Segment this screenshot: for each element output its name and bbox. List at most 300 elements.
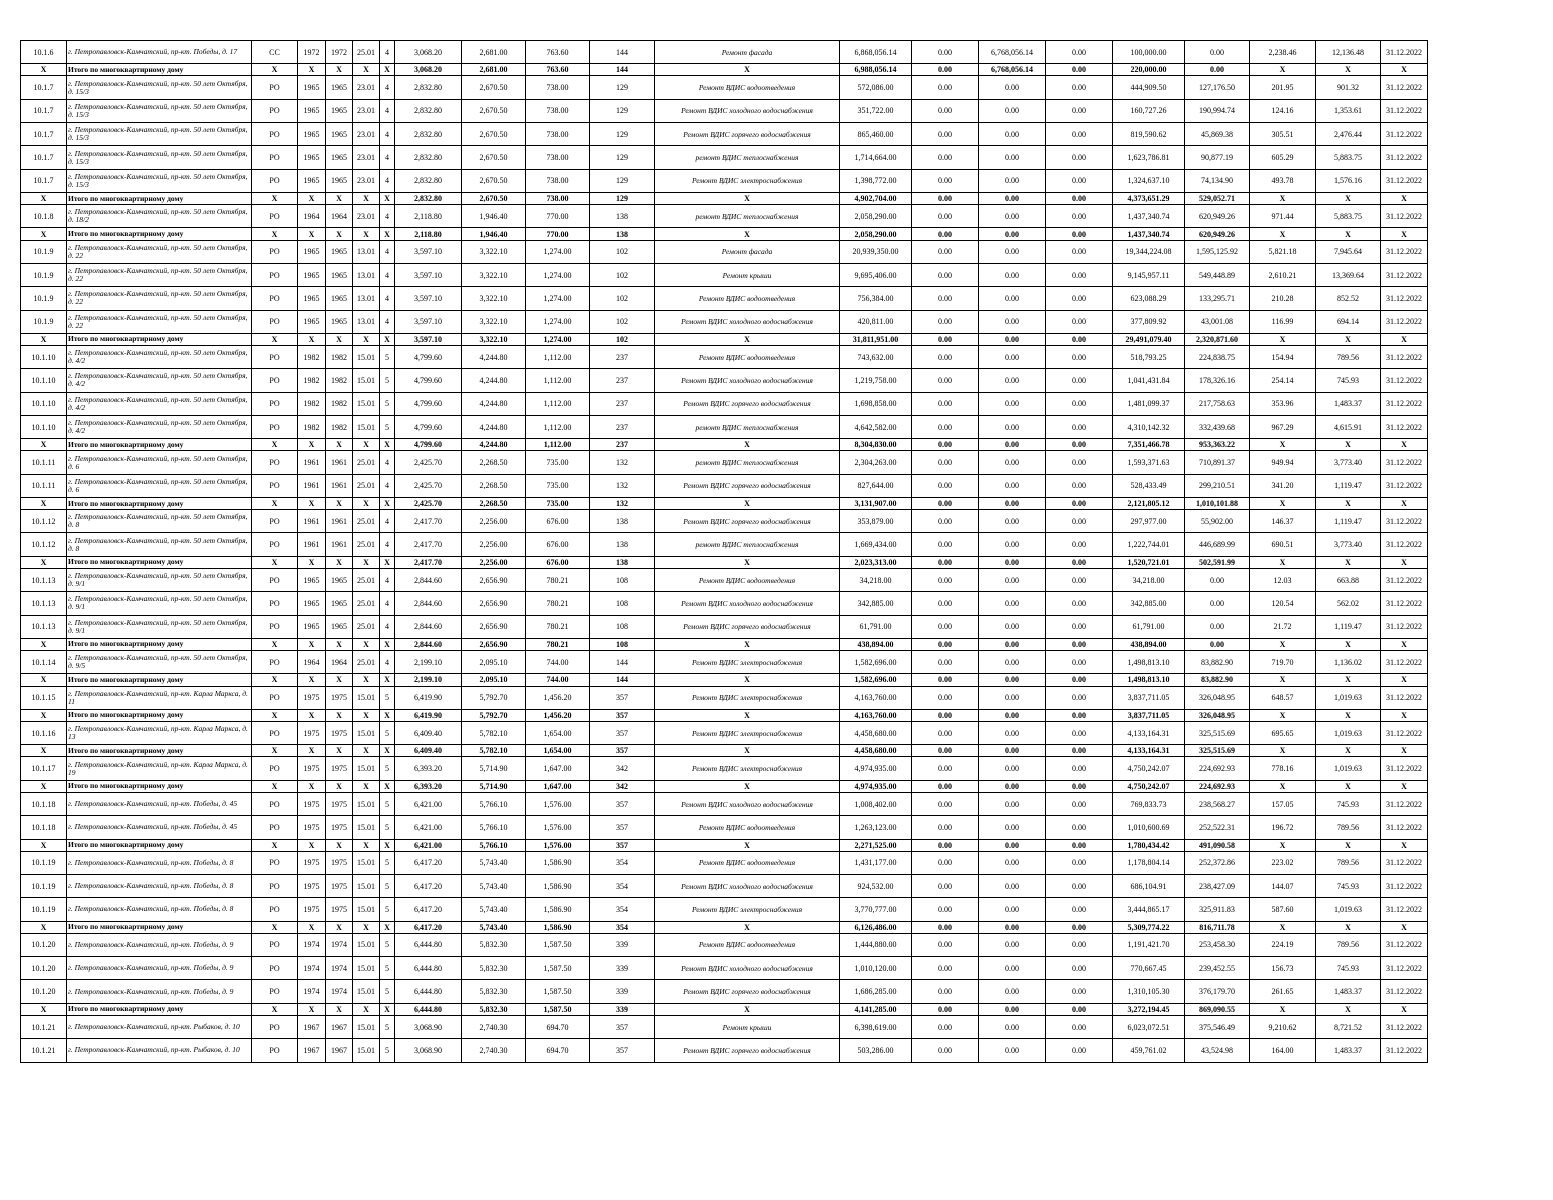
- deadline-cell: 31.12.2022: [1381, 240, 1428, 263]
- wall-material-cell: X: [353, 839, 380, 851]
- work-type-cell: Ремонт ВДИС холодного водоснабжения: [655, 310, 840, 333]
- max-cost-per-sqm-cell: 852.52: [1316, 287, 1381, 310]
- item-number-cell: X: [21, 780, 67, 792]
- deadline-cell: X: [1381, 780, 1428, 792]
- federal-funds-cell: 0.00: [912, 745, 979, 757]
- address-cell: г. Петропавловск-Камчатский, пр-кт. 50 лет Октября, д. 8: [67, 510, 252, 533]
- item-number-cell: X: [21, 745, 67, 757]
- address-cell: г. Петропавловск-Камчатский, пр-кт. Карла Маркса, д. 13: [67, 722, 252, 745]
- other-funds-cell: 0.00: [1185, 638, 1250, 650]
- wall-material-cell: 23.01: [353, 146, 380, 169]
- ownership-type-cell: X: [252, 780, 298, 792]
- total-cost-cell: 342,885.00: [840, 592, 912, 615]
- table-row: [21, 205, 1428, 228]
- living-area-cell: 2,681.00: [462, 41, 526, 64]
- total-cost-cell: 827,644.00: [840, 474, 912, 497]
- nonresidential-area-cell: 1,576.00: [526, 839, 590, 851]
- residents-cell: 237: [590, 415, 655, 438]
- total-row: [21, 228, 1428, 240]
- year-commissioned-cell: X: [326, 497, 353, 509]
- cost-per-sqm-cell: 210.28: [1250, 287, 1316, 310]
- max-cost-per-sqm-cell: 789.56: [1316, 851, 1381, 874]
- owner-funds-cell: 3,837,711.05: [1113, 709, 1185, 721]
- cost-per-sqm-cell: X: [1250, 674, 1316, 686]
- other-funds-cell: 0.00: [1185, 41, 1250, 64]
- deadline-cell: X: [1381, 192, 1428, 204]
- item-number-cell: 10.1.19: [21, 851, 67, 874]
- ownership-type-cell: РО: [252, 933, 298, 956]
- address-cell: Итого по многоквартирному дому: [67, 674, 252, 686]
- total-row: [21, 745, 1428, 757]
- municipal-funds-cell: 0.00: [1046, 439, 1113, 451]
- owner-funds-cell: 1,310,105.30: [1113, 980, 1185, 1003]
- total-row: [21, 921, 1428, 933]
- item-number-cell: X: [21, 1003, 67, 1015]
- floors-cell: 4: [380, 205, 395, 228]
- regional-funds-cell: 0.00: [979, 957, 1046, 980]
- federal-funds-cell: 0.00: [912, 392, 979, 415]
- living-area-cell: 5,766.10: [462, 839, 526, 851]
- item-number-cell: 10.1.9: [21, 287, 67, 310]
- regional-funds-cell: 0.00: [979, 76, 1046, 99]
- owner-funds-cell: 459,761.02: [1113, 1039, 1185, 1062]
- address-cell: г. Петропавловск-Камчатский, пр-кт. Победы, д. 45: [67, 816, 252, 839]
- deadline-cell: X: [1381, 333, 1428, 345]
- floors-cell: 4: [380, 287, 395, 310]
- municipal-funds-cell: 0.00: [1046, 346, 1113, 369]
- work-type-cell: X: [655, 439, 840, 451]
- year-built-cell: X: [298, 333, 326, 345]
- wall-material-cell: 23.01: [353, 205, 380, 228]
- federal-funds-cell: 0.00: [912, 980, 979, 1003]
- residents-cell: 108: [590, 568, 655, 591]
- other-funds-cell: 0.00: [1185, 568, 1250, 591]
- year-built-cell: X: [298, 64, 326, 76]
- other-funds-cell: 502,591.99: [1185, 556, 1250, 568]
- table-row: [21, 287, 1428, 310]
- work-type-cell: Ремонт ВДИС горячего водоснабжения: [655, 474, 840, 497]
- other-funds-cell: 0.00: [1185, 615, 1250, 638]
- item-number-cell: 10.1.11: [21, 474, 67, 497]
- item-number-cell: X: [21, 64, 67, 76]
- other-funds-cell: 55,902.00: [1185, 510, 1250, 533]
- ownership-type-cell: РО: [252, 651, 298, 674]
- address-cell: г. Петропавловск-Камчатский, пр-кт. 50 лет Октября, д. 4/2: [67, 369, 252, 392]
- other-funds-cell: 710,891.37: [1185, 451, 1250, 474]
- other-funds-cell: 953,363.22: [1185, 439, 1250, 451]
- total-cost-cell: 353,879.00: [840, 510, 912, 533]
- table-row: [21, 169, 1428, 192]
- total-area-cell: 6,409.40: [395, 745, 462, 757]
- total-cost-cell: 1,714,664.00: [840, 146, 912, 169]
- floors-cell: X: [380, 921, 395, 933]
- wall-material-cell: X: [353, 1003, 380, 1015]
- regional-funds-cell: 0.00: [979, 474, 1046, 497]
- residents-cell: 102: [590, 310, 655, 333]
- item-number-cell: X: [21, 839, 67, 851]
- wall-material-cell: 25.01: [353, 451, 380, 474]
- deadline-cell: 31.12.2022: [1381, 757, 1428, 780]
- year-commissioned-cell: 1964: [326, 205, 353, 228]
- living-area-cell: 5,832.30: [462, 1003, 526, 1015]
- year-built-cell: 1975: [298, 851, 326, 874]
- max-cost-per-sqm-cell: 1,119.47: [1316, 474, 1381, 497]
- municipal-funds-cell: 0.00: [1046, 392, 1113, 415]
- floors-cell: 5: [380, 392, 395, 415]
- nonresidential-area-cell: 1,576.00: [526, 792, 590, 815]
- owner-funds-cell: 438,894.00: [1113, 638, 1185, 650]
- total-area-cell: 6,417.20: [395, 898, 462, 921]
- address-cell: Итого по многоквартирному дому: [67, 839, 252, 851]
- total-area-cell: 2,417.70: [395, 510, 462, 533]
- max-cost-per-sqm-cell: X: [1316, 497, 1381, 509]
- owner-funds-cell: 4,133,164.31: [1113, 722, 1185, 745]
- cost-per-sqm-cell: 971.44: [1250, 205, 1316, 228]
- address-cell: г. Петропавловск-Камчатский, пр-кт. 50 лет Октября, д. 15/3: [67, 169, 252, 192]
- residents-cell: 144: [590, 651, 655, 674]
- work-type-cell: Ремонт крыши: [655, 1015, 840, 1038]
- address-cell: г. Петропавловск-Камчатский, пр-кт. 50 лет Октября, д. 9/1: [67, 568, 252, 591]
- total-cost-cell: 1,444,880.00: [840, 933, 912, 956]
- max-cost-per-sqm-cell: 5,883.75: [1316, 146, 1381, 169]
- owner-funds-cell: 3,444,865.17: [1113, 898, 1185, 921]
- floors-cell: X: [380, 439, 395, 451]
- nonresidential-area-cell: 1,274.00: [526, 310, 590, 333]
- nonresidential-area-cell: 1,586.90: [526, 898, 590, 921]
- federal-funds-cell: 0.00: [912, 263, 979, 286]
- municipal-funds-cell: 0.00: [1046, 205, 1113, 228]
- federal-funds-cell: 0.00: [912, 722, 979, 745]
- deadline-cell: X: [1381, 839, 1428, 851]
- table-row: [21, 474, 1428, 497]
- max-cost-per-sqm-cell: X: [1316, 709, 1381, 721]
- wall-material-cell: 25.01: [353, 474, 380, 497]
- total-cost-cell: 1,582,696.00: [840, 674, 912, 686]
- total-cost-cell: 4,458,680.00: [840, 722, 912, 745]
- wall-material-cell: 25.01: [353, 41, 380, 64]
- regional-funds-cell: 0.00: [979, 240, 1046, 263]
- living-area-cell: 5,792.70: [462, 686, 526, 709]
- item-number-cell: 10.1.13: [21, 568, 67, 591]
- owner-funds-cell: 2,121,805.12: [1113, 497, 1185, 509]
- year-commissioned-cell: 1975: [326, 757, 353, 780]
- year-built-cell: 1965: [298, 240, 326, 263]
- owner-funds-cell: 623,088.29: [1113, 287, 1185, 310]
- deadline-cell: 31.12.2022: [1381, 415, 1428, 438]
- cost-per-sqm-cell: 695.65: [1250, 722, 1316, 745]
- living-area-cell: 2,670.50: [462, 146, 526, 169]
- address-cell: Итого по многоквартирному дому: [67, 709, 252, 721]
- table-row: [21, 369, 1428, 392]
- work-type-cell: ремонт ВДИС теплоснабжения: [655, 451, 840, 474]
- floors-cell: X: [380, 333, 395, 345]
- max-cost-per-sqm-cell: 745.93: [1316, 792, 1381, 815]
- municipal-funds-cell: 0.00: [1046, 851, 1113, 874]
- municipal-funds-cell: 0.00: [1046, 169, 1113, 192]
- owner-funds-cell: 1,437,340.74: [1113, 205, 1185, 228]
- year-built-cell: X: [298, 1003, 326, 1015]
- ownership-type-cell: X: [252, 64, 298, 76]
- regional-funds-cell: 0.00: [979, 568, 1046, 591]
- max-cost-per-sqm-cell: 2,476.44: [1316, 123, 1381, 146]
- other-funds-cell: 325,515.69: [1185, 745, 1250, 757]
- year-commissioned-cell: 1961: [326, 510, 353, 533]
- work-type-cell: Ремонт ВДИС горячего водоснабжения: [655, 123, 840, 146]
- address-cell: г. Петропавловск-Камчатский, пр-кт. Победы, д. 8: [67, 898, 252, 921]
- cost-per-sqm-cell: X: [1250, 780, 1316, 792]
- ownership-type-cell: РО: [252, 369, 298, 392]
- wall-material-cell: X: [353, 709, 380, 721]
- deadline-cell: 31.12.2022: [1381, 99, 1428, 122]
- municipal-funds-cell: 0.00: [1046, 287, 1113, 310]
- cost-per-sqm-cell: 120.54: [1250, 592, 1316, 615]
- regional-funds-cell: 0.00: [979, 439, 1046, 451]
- deadline-cell: 31.12.2022: [1381, 205, 1428, 228]
- floors-cell: X: [380, 780, 395, 792]
- total-cost-cell: 4,642,582.00: [840, 415, 912, 438]
- residents-cell: 357: [590, 709, 655, 721]
- municipal-funds-cell: 0.00: [1046, 568, 1113, 591]
- living-area-cell: 5,743.40: [462, 898, 526, 921]
- federal-funds-cell: 0.00: [912, 780, 979, 792]
- total-area-cell: 4,799.60: [395, 369, 462, 392]
- federal-funds-cell: 0.00: [912, 674, 979, 686]
- floors-cell: 5: [380, 957, 395, 980]
- wall-material-cell: 15.01: [353, 957, 380, 980]
- living-area-cell: 2,670.50: [462, 123, 526, 146]
- cost-per-sqm-cell: 605.29: [1250, 146, 1316, 169]
- municipal-funds-cell: 0.00: [1046, 64, 1113, 76]
- table-row: [21, 41, 1428, 64]
- ownership-type-cell: X: [252, 556, 298, 568]
- owner-funds-cell: 819,590.62: [1113, 123, 1185, 146]
- year-commissioned-cell: 1975: [326, 898, 353, 921]
- nonresidential-area-cell: 1,587.50: [526, 980, 590, 1003]
- item-number-cell: 10.1.10: [21, 369, 67, 392]
- living-area-cell: 4,244.80: [462, 439, 526, 451]
- owner-funds-cell: 1,041,431.84: [1113, 369, 1185, 392]
- owner-funds-cell: 1,191,421.70: [1113, 933, 1185, 956]
- total-cost-cell: 6,126,486.00: [840, 921, 912, 933]
- total-cost-cell: 4,902,704.00: [840, 192, 912, 204]
- residents-cell: 138: [590, 228, 655, 240]
- year-built-cell: 1964: [298, 205, 326, 228]
- wall-material-cell: 23.01: [353, 169, 380, 192]
- cost-per-sqm-cell: 9,210.62: [1250, 1015, 1316, 1038]
- residents-cell: 132: [590, 474, 655, 497]
- federal-funds-cell: 0.00: [912, 474, 979, 497]
- other-funds-cell: 127,176.50: [1185, 76, 1250, 99]
- deadline-cell: 31.12.2022: [1381, 146, 1428, 169]
- total-cost-cell: 1,431,177.00: [840, 851, 912, 874]
- federal-funds-cell: 0.00: [912, 310, 979, 333]
- total-cost-cell: 8,304,830.00: [840, 439, 912, 451]
- item-number-cell: X: [21, 333, 67, 345]
- residents-cell: 102: [590, 287, 655, 310]
- federal-funds-cell: 0.00: [912, 898, 979, 921]
- other-funds-cell: 252,372.86: [1185, 851, 1250, 874]
- total-row: [21, 709, 1428, 721]
- ownership-type-cell: РО: [252, 568, 298, 591]
- regional-funds-cell: 0.00: [979, 592, 1046, 615]
- residents-cell: 354: [590, 875, 655, 898]
- municipal-funds-cell: 0.00: [1046, 686, 1113, 709]
- wall-material-cell: 13.01: [353, 310, 380, 333]
- table-row: [21, 99, 1428, 122]
- max-cost-per-sqm-cell: 1,019.63: [1316, 898, 1381, 921]
- total-cost-cell: 6,398,619.00: [840, 1015, 912, 1038]
- deadline-cell: 31.12.2022: [1381, 287, 1428, 310]
- year-commissioned-cell: 1965: [326, 169, 353, 192]
- deadline-cell: 31.12.2022: [1381, 933, 1428, 956]
- address-cell: г. Петропавловск-Камчатский, пр-кт. Победы, д. 45: [67, 792, 252, 815]
- item-number-cell: 10.1.21: [21, 1015, 67, 1038]
- municipal-funds-cell: 0.00: [1046, 533, 1113, 556]
- address-cell: Итого по многоквартирному дому: [67, 439, 252, 451]
- floors-cell: X: [380, 497, 395, 509]
- regional-funds-cell: 0.00: [979, 851, 1046, 874]
- year-built-cell: X: [298, 839, 326, 851]
- cost-per-sqm-cell: 967.29: [1250, 415, 1316, 438]
- address-cell: Итого по многоквартирному дому: [67, 497, 252, 509]
- work-type-cell: X: [655, 674, 840, 686]
- regional-funds-cell: 0.00: [979, 169, 1046, 192]
- deadline-cell: X: [1381, 674, 1428, 686]
- item-number-cell: X: [21, 192, 67, 204]
- nonresidential-area-cell: 1,274.00: [526, 263, 590, 286]
- deadline-cell: 31.12.2022: [1381, 451, 1428, 474]
- item-number-cell: 10.1.13: [21, 615, 67, 638]
- deadline-cell: 31.12.2022: [1381, 346, 1428, 369]
- year-commissioned-cell: 1961: [326, 533, 353, 556]
- total-cost-cell: 3,770,777.00: [840, 898, 912, 921]
- regional-funds-cell: 0.00: [979, 1015, 1046, 1038]
- max-cost-per-sqm-cell: 694.14: [1316, 310, 1381, 333]
- wall-material-cell: 23.01: [353, 76, 380, 99]
- cost-per-sqm-cell: 2,238.46: [1250, 41, 1316, 64]
- address-cell: г. Петропавловск-Камчатский, пр-кт. 50 лет Октября, д. 22: [67, 263, 252, 286]
- year-commissioned-cell: X: [326, 780, 353, 792]
- floors-cell: 4: [380, 263, 395, 286]
- table-row: [21, 686, 1428, 709]
- cost-per-sqm-cell: X: [1250, 745, 1316, 757]
- other-funds-cell: 43,524.98: [1185, 1039, 1250, 1062]
- ownership-type-cell: СС: [252, 41, 298, 64]
- deadline-cell: 31.12.2022: [1381, 263, 1428, 286]
- item-number-cell: 10.1.7: [21, 99, 67, 122]
- max-cost-per-sqm-cell: 1,119.47: [1316, 510, 1381, 533]
- address-cell: г. Петропавловск-Камчатский, пр-кт. Победы, д. 8: [67, 851, 252, 874]
- floors-cell: 5: [380, 415, 395, 438]
- living-area-cell: 2,681.00: [462, 64, 526, 76]
- living-area-cell: 5,743.40: [462, 875, 526, 898]
- address-cell: г. Петропавловск-Камчатский, пр-кт. Карла Маркса, д. 19: [67, 757, 252, 780]
- work-type-cell: Ремонт ВДИС электроснабжения: [655, 651, 840, 674]
- total-area-cell: 2,832.80: [395, 99, 462, 122]
- year-built-cell: X: [298, 745, 326, 757]
- federal-funds-cell: 0.00: [912, 1003, 979, 1015]
- other-funds-cell: 549,448.89: [1185, 263, 1250, 286]
- address-cell: Итого по многоквартирному дому: [67, 556, 252, 568]
- address-cell: Итого по многоквартирному дому: [67, 192, 252, 204]
- ownership-type-cell: РО: [252, 1015, 298, 1038]
- item-number-cell: 10.1.9: [21, 240, 67, 263]
- work-type-cell: Ремонт ВДИС водоотведения: [655, 287, 840, 310]
- living-area-cell: 5,714.90: [462, 780, 526, 792]
- residents-cell: 237: [590, 392, 655, 415]
- floors-cell: 5: [380, 722, 395, 745]
- ownership-type-cell: РО: [252, 898, 298, 921]
- owner-funds-cell: 3,272,194.45: [1113, 1003, 1185, 1015]
- work-type-cell: X: [655, 556, 840, 568]
- cost-per-sqm-cell: X: [1250, 839, 1316, 851]
- total-cost-cell: 2,271,525.00: [840, 839, 912, 851]
- cost-per-sqm-cell: X: [1250, 192, 1316, 204]
- regional-funds-cell: 0.00: [979, 263, 1046, 286]
- address-cell: г. Петропавловск-Камчатский, пр-кт. 50 лет Октября, д. 15/3: [67, 99, 252, 122]
- total-cost-cell: 4,163,760.00: [840, 709, 912, 721]
- ownership-type-cell: X: [252, 745, 298, 757]
- address-cell: г. Петропавловск-Камчатский, пр-кт. 50 лет Октября, д. 15/3: [67, 123, 252, 146]
- total-cost-cell: 1,669,434.00: [840, 533, 912, 556]
- total-area-cell: 2,832.80: [395, 76, 462, 99]
- max-cost-per-sqm-cell: 1,136.02: [1316, 651, 1381, 674]
- municipal-funds-cell: 0.00: [1046, 497, 1113, 509]
- wall-material-cell: 15.01: [353, 816, 380, 839]
- deadline-cell: X: [1381, 709, 1428, 721]
- wall-material-cell: X: [353, 556, 380, 568]
- total-area-cell: 6,393.20: [395, 780, 462, 792]
- nonresidential-area-cell: 676.00: [526, 533, 590, 556]
- living-area-cell: 2,670.50: [462, 99, 526, 122]
- wall-material-cell: 15.01: [353, 792, 380, 815]
- residents-cell: 132: [590, 497, 655, 509]
- year-built-cell: 1965: [298, 615, 326, 638]
- item-number-cell: 10.1.7: [21, 76, 67, 99]
- max-cost-per-sqm-cell: 1,483.37: [1316, 1039, 1381, 1062]
- address-cell: г. Петропавловск-Камчатский, пр-кт. Рыбаков, д. 10: [67, 1015, 252, 1038]
- other-funds-cell: 90,877.19: [1185, 146, 1250, 169]
- wall-material-cell: 15.01: [353, 933, 380, 956]
- nonresidential-area-cell: 1,112.00: [526, 346, 590, 369]
- work-type-cell: X: [655, 839, 840, 851]
- deadline-cell: 31.12.2022: [1381, 816, 1428, 839]
- municipal-funds-cell: 0.00: [1046, 333, 1113, 345]
- work-type-cell: X: [655, 497, 840, 509]
- total-row: [21, 497, 1428, 509]
- municipal-funds-cell: 0.00: [1046, 123, 1113, 146]
- year-commissioned-cell: 1965: [326, 615, 353, 638]
- address-cell: г. Петропавловск-Камчатский, пр-кт. 50 лет Октября, д. 8: [67, 533, 252, 556]
- year-built-cell: 1975: [298, 816, 326, 839]
- max-cost-per-sqm-cell: 745.93: [1316, 957, 1381, 980]
- ownership-type-cell: РО: [252, 263, 298, 286]
- deadline-cell: 31.12.2022: [1381, 875, 1428, 898]
- other-funds-cell: 83,882.90: [1185, 651, 1250, 674]
- federal-funds-cell: 0.00: [912, 205, 979, 228]
- total-cost-cell: 420,811.00: [840, 310, 912, 333]
- total-area-cell: 2,832.80: [395, 146, 462, 169]
- owner-funds-cell: 1,498,813.10: [1113, 651, 1185, 674]
- ownership-type-cell: X: [252, 921, 298, 933]
- cost-per-sqm-cell: 154.94: [1250, 346, 1316, 369]
- address-cell: г. Петропавловск-Камчатский, пр-кт. Победы, д. 8: [67, 875, 252, 898]
- total-cost-cell: 6,988,056.14: [840, 64, 912, 76]
- cost-per-sqm-cell: X: [1250, 333, 1316, 345]
- nonresidential-area-cell: 735.00: [526, 474, 590, 497]
- year-commissioned-cell: 1974: [326, 933, 353, 956]
- max-cost-per-sqm-cell: 1,019.63: [1316, 686, 1381, 709]
